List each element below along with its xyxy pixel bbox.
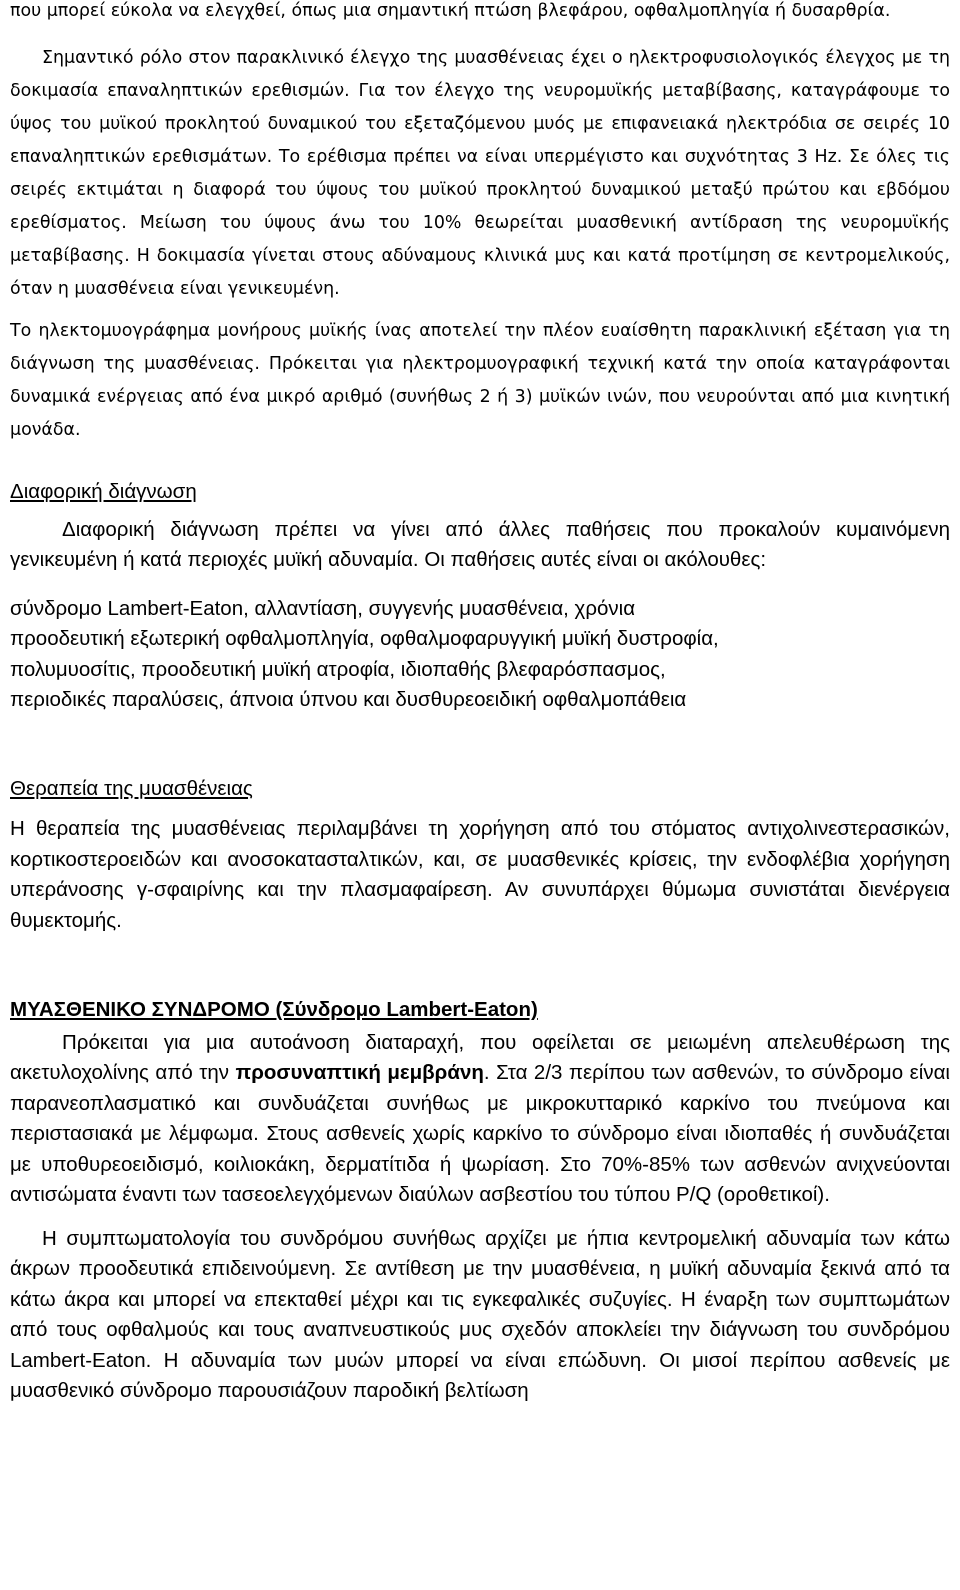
- lems-text-b: . Στα 2/3 περίπου των ασθενών, το σύνδρομο είναι παρανεοπλασματικό και συνδυάζεται συνήθως με μικροκυτταρικό καρκίνο του πνεύμονα και περιστασιακά με λέμφωμα. Στους ασθενείς χωρίς καρκίνο το σύνδρομο είναι ιδιοπαθές ή συνδυάζεται με υποθυρεοειδισμό, κοιλιοκάκη, δερματίτιδα ή ψωρίαση. Στο 70%-85% των ασθενών ανιχνεύονται αντισώματα έναντι των τασεοελεγχόμενων διαύλων ασβεστίου του τύπου P/Q (οροθετικοί).: [10, 1061, 950, 1206]
- paragraph-therapy: Η θεραπεία της μυασθένειας περιλαμβάνει τη χορήγηση από του στόματος αντιχολινεστερασικών, κορτικοστεροειδών και ανοσοκατασταλτικών, και, σε μυασθενικές κρίσεις, την ενδοφλέβια χορήγηση υπεράνοσης γ-σφαιρίνης και την πλασμαφαίρεση. Αν συνυπάρχει θύμωμα συνιστάται διενέργεια θυμεκτομής.: [10, 817, 950, 932]
- paragraph-lambert-eaton-symptoms: Η συμπτωματολογία του συνδρόμου συνήθως αρχίζει με ήπια κεντρομελική αδυναμία των κάτω άκρων προοδευτικά επιδεινούμενη. Σε αντίθεση με την μυασθένεια, η μυϊκή αδυναμία ξεκινά από τα κάτω άκρα και μπορεί να επεκταθεί μέχρι και τις εγκεφαλικές συζυγίες. Η έναρξη των συμπτωμάτων από τους οφθαλμούς και τους αναπνευστικούς μυς σχεδόν αποκλείει την διάγνωση του συνδρόμου Lambert-Eaton. Η αδυναμία των μυών μπορεί να είναι επώδυνη. Οι μισοί περίπου ασθενείς με μυασθενικό σύνδρομο παρουσιάζουν παροδική βελτίωση: [10, 1226, 950, 1402]
- differential-list: [10, 594, 950, 716]
- list-line: σύνδρομο Lambert-Eaton, αλλαντίαση, συγγενής μυασθένεια, χρόνια: [10, 596, 636, 620]
- paragraph-electrophysiology: Σημαντικό ρόλο στον παρακλινικό έλεγχο της μυασθένειας έχει ο ηλεκτροφυσιολογικός έλεγχος με τη δοκιμασία επαναληπτικών ερεθισμών. Για τον έλεγχο της νευρομυϊκής μεταβίβασης, καταγράφουμε το ύψος του μυϊκού προκλητού δυναμικού του εξεταζόμενου μυός με επιφανειακά ηλεκτρόδια σε σειρές 10 επαναληπτικών ερεθισμάτων. Το ερέθισμα πρέπει να είναι υπερμέγιστο και συχνότητας 3 Hz. Σε όλες τις σειρές εκτιμάται η διαφορά του ύψους του μυϊκού προκλητού δυναμικού μεταξύ πρώτου και εβδόμου ερεθίσματος. Μείωση του ύψους άνω του 10% θεωρείται μυασθενική αντίδραση της νευρομυϊκής μεταβίβασης. Η δοκιμασία γίνεται στους αδύναμους κλινικά μυς και κατά προτίμηση σε κεντρομελικούς, όταν η μυασθένεια είναι γενικευμένη.: [10, 48, 950, 299]
- paragraph-differential-intro: Διαφορική διάγνωση πρέπει να γίνει από άλλες παθήσεις που προκαλούν κυμαινόμενη γενικευμένη ή κατά περιοχές μυϊκή αδυναμία. Οι παθήσεις αυτές είναι οι ακόλουθες:: [10, 517, 950, 571]
- list-line: περιοδικές παραλύσεις, άπνοια ύπνου και δυσθυρεοειδική οφθαλμοπάθεια: [10, 688, 687, 711]
- list-line: πολυμυοσίτις, προοδευτική μυϊκή ατροφία, ιδιοπαθής βλεφαρόσπασμος,: [10, 657, 666, 681]
- heading-therapy: Θεραπεία της μυασθένειας: [10, 776, 253, 800]
- paragraph-continuation: που μπορεί εύκολα να ελεγχθεί, όπως μια σημαντική πτώση βλεφάρου, οφθαλμοπληγία ή δυσαρθρία.: [10, 1, 891, 21]
- lems-text-a: Πρόκειται για μια αυτοάνοση διαταραχή, που οφείλεται σε μειωμένη απελευθέρωση της ακετυλοχολίνης από την: [10, 1030, 950, 1084]
- heading-lambert-eaton: ΜΥΑΣΘΕΝΙΚΟ ΣΥΝΔΡΟΜΟ (Σύνδρομο Lambert-Eaton): [10, 998, 538, 1021]
- paragraph-single-fiber-emg: Το ηλεκτομυογράφημα μονήρους μυϊκής ίνας αποτελεί την πλέον ευαίσθητη παρακλινική εξέταση για τη διάγνωση της μυασθένειας. Πρόκειται για ηλεκτρομυογραφική τεχνική κατά την οποία καταγράφονται δυναμικά ενέργειας από ένα μικρό αριθμό (συνήθως 2 ή 3) μυϊκών ινών, που νευρούνται από μια κινητική μονάδα.: [10, 321, 950, 440]
- lems-text-bold: προσυναπτική μεμβράνη: [235, 1061, 484, 1084]
- paragraph-lambert-eaton-definition: [10, 1028, 950, 1211]
- list-line: προοδευτική εξωτερική οφθαλμοπληγία, οφθαλμοφαρυγγική μυϊκή δυστροφία,: [10, 627, 719, 650]
- heading-differential-diagnosis: Διαφορική διάγνωση: [10, 480, 197, 503]
